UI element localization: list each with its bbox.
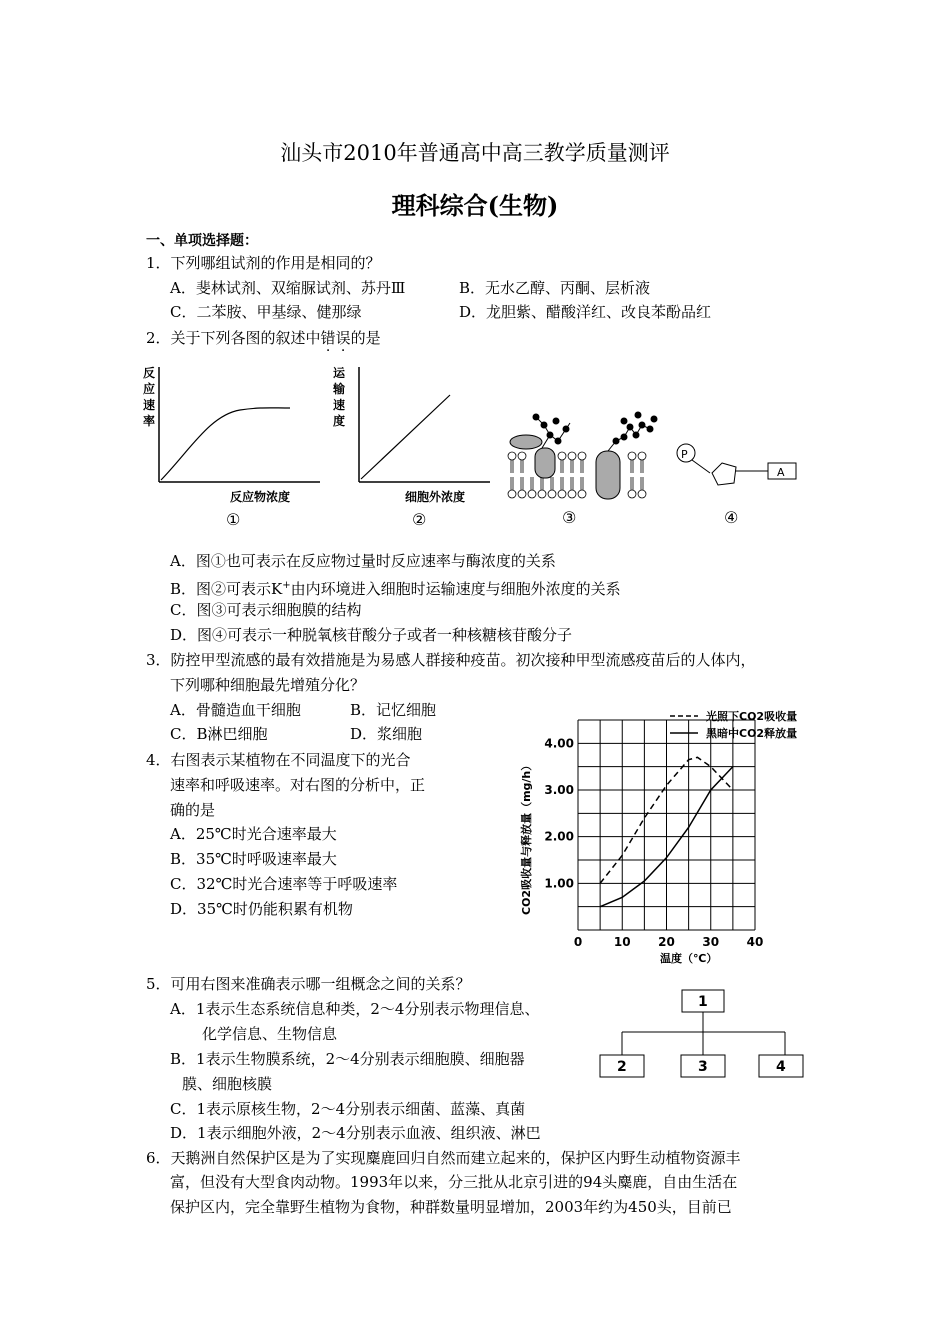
fig1-ylabel-4: 率 [143, 414, 156, 428]
phosphate-label: P [681, 448, 688, 461]
y-tick-label: 3.00 [544, 783, 574, 797]
fig2-ylabel-2: 输 [333, 382, 346, 396]
fig3-number: ③ [562, 508, 577, 527]
figure-3 [508, 412, 657, 527]
q4-option-b: B．35℃时呼吸速率最大 [170, 850, 337, 868]
lipid-head [508, 490, 516, 498]
base-label: A [777, 466, 785, 479]
fig1-ylabel-3: 速 [143, 398, 156, 412]
y-tick-label: 1.00 [544, 876, 574, 891]
q4-stem-line3: 确的是 [170, 801, 216, 819]
q4-option-c: C．32℃时光合速率等于呼吸速率 [170, 875, 398, 893]
lipid-head [628, 490, 636, 498]
fig1-ylabel-2: 应 [143, 382, 156, 396]
q2-option-c: C．图③可表示细胞膜的结构 [170, 601, 362, 619]
legend-solid-label: 黑暗中CO2释放量 [706, 727, 798, 740]
lipid-head [638, 490, 646, 498]
figure-1 [143, 365, 320, 529]
fig4-number: ④ [724, 508, 739, 527]
y-tick-label: 4.00 [544, 736, 574, 751]
q4-chart [510, 700, 830, 970]
q2-option-a: A．图①也可表示在反应物过量时反应速率与酶浓度的关系 [170, 552, 556, 570]
q4-option-a: A．25℃时光合速率最大 [170, 825, 337, 843]
x-tick-label: 20 [658, 935, 675, 949]
q3-option-a: A．骨髓造血干细胞 [170, 701, 301, 719]
q1-option-c: C．二苯胺、甲基绿、健那绿 [170, 303, 362, 321]
lipid-head [568, 452, 576, 460]
lipid-head [578, 452, 586, 460]
q4-stem-line1: 4．右图表示某植物在不同温度下的光合 [146, 751, 411, 769]
fig1-curve [161, 408, 290, 480]
q3-option-d: D．浆细胞 [350, 725, 423, 743]
q1-option-b: B．无水乙醇、丙酮、层析液 [459, 279, 651, 297]
fig2-number: ② [412, 510, 427, 529]
x-tick-label: 40 [746, 935, 764, 949]
chart-grid [578, 720, 755, 930]
q5-option-d: D．1表示细胞外液，2～4分别表示血液、组织液、淋巴 [170, 1124, 541, 1142]
q2-stem: 2．关于下列各图的叙述中错误的是 [146, 329, 381, 347]
fig1-ylabel-1: 反 [143, 366, 156, 380]
q5-option-c: C．1表示原核生物，2～4分别表示细菌、蓝藻、真菌 [170, 1100, 526, 1118]
q6-line3: 保护区内，完全靠野生植物为食物，种群数量明显增加，2003年约为450头，目前已 [170, 1198, 732, 1216]
q3-stem-line2: 下列哪种细胞最先增殖分化？ [170, 676, 366, 694]
q2-option-b: B．图②可表示K+由内环境进入细胞时运输速度与细胞外浓度的关系 [170, 580, 621, 598]
lipid-head [628, 452, 636, 460]
fig2-ylabel-4: 度 [333, 414, 346, 428]
q5-stem: 5．可用右图来准确表示哪一组概念之间的关系？ [146, 975, 471, 993]
lipid-head [578, 490, 586, 498]
transmembrane-protein [596, 451, 620, 499]
section-heading: 一、单项选择题： [146, 233, 258, 249]
q6-line2: 富，但没有大型食肉动物。1993年以来，分三批从北京引进的94头麋鹿，自由生活在 [170, 1173, 738, 1191]
fig2-line [361, 395, 450, 479]
lipid-head [528, 490, 536, 498]
lipid-head [548, 490, 556, 498]
document-subtitle: 理科综合(生物) [391, 191, 559, 220]
q2-option-d: D．图④可表示一种脱氧核苷酸分子或者一种核糖核苷酸分子 [170, 626, 573, 644]
legend-dashed-label: 光照下CO2吸收量 [706, 710, 798, 723]
x-tick-label: 10 [613, 935, 631, 949]
chart-xlabel: 温度（℃） [660, 952, 718, 965]
lipid-head [638, 452, 646, 460]
fig2-ylabel-3: 速 [333, 398, 346, 412]
glycoprotein-chains [533, 412, 657, 451]
concept-label-2: 2 [617, 1059, 627, 1075]
lipid-head [518, 490, 526, 498]
peripheral-protein [510, 435, 542, 449]
q5-option-b-line2: 膜、细胞核膜 [182, 1075, 273, 1093]
fig2-xlabel: 细胞外浓度 [405, 490, 466, 504]
emphasis-char-1: 错 [320, 329, 336, 347]
concept-label-4: 4 [776, 1059, 786, 1075]
q4-option-d: D．35℃时仍能积累有机物 [170, 900, 353, 918]
chart-ylabel: CO2吸收量与释放量（mg/h） [520, 759, 533, 915]
q3-option-c: C．B淋巴细胞 [170, 725, 268, 743]
concept-label-1: 1 [698, 994, 708, 1010]
figure-4 [677, 444, 796, 527]
lipid-head [508, 452, 516, 460]
x-tick-label: 0 [573, 935, 583, 949]
pentose-sugar [712, 463, 736, 485]
q5-concept-diagram [595, 985, 810, 1085]
document-title: 汕头市2010年普通高中高三教学质量测评 [280, 141, 670, 165]
fig1-xlabel: 反应物浓度 [230, 490, 291, 504]
q1-option-a: A．斐林试剂、双缩脲试剂、苏丹Ⅲ [170, 279, 406, 297]
x-tick-label: 30 [702, 935, 720, 949]
lipid-head [518, 452, 526, 460]
emphasis-char-2: 误 [335, 329, 351, 347]
concept-label-3: 3 [698, 1059, 708, 1075]
q3-option-b: B．记忆细胞 [350, 701, 437, 719]
fig1-number: ① [226, 510, 241, 529]
q5-option-a-line1: A．1表示生态系统信息种类，2～4分别表示物理信息、 [170, 1000, 540, 1018]
q2-figures [130, 355, 810, 535]
q4-stem-line2: 速率和呼吸速率。对右图的分析中，正 [170, 776, 426, 794]
q3-stem-line1: 3．防控甲型流感的最有效措施是为易感人群接种疫苗。初次接种甲型流感疫苗后的人体内， [146, 651, 756, 669]
q5-option-a-line2: 化学信息、生物信息 [202, 1025, 338, 1043]
q1-option-d: D．龙胆紫、醋酸洋红、改良苯酚品红 [459, 303, 712, 321]
q6-line1: 6．天鹅洲自然保护区是为了实现麋鹿回归自然而建立起来的，保护区内野生动植物资源丰 [146, 1149, 741, 1167]
embedded-protein-1 [535, 448, 555, 478]
lipid-head [568, 490, 576, 498]
fig2-ylabel-1: 运 [333, 366, 346, 380]
y-tick-label: 2.00 [544, 829, 574, 844]
phosphate-bond [692, 460, 710, 473]
figure-2 [332, 365, 490, 529]
q5-option-b-line1: B．1表示生物膜系统，2～4分别表示细胞膜、细胞器 [170, 1050, 525, 1068]
q1-stem: 1．下列哪组试剂的作用是相同的？ [146, 254, 381, 272]
lipid-head [538, 490, 546, 498]
lipid-head [558, 452, 566, 460]
lipid-head [558, 490, 566, 498]
